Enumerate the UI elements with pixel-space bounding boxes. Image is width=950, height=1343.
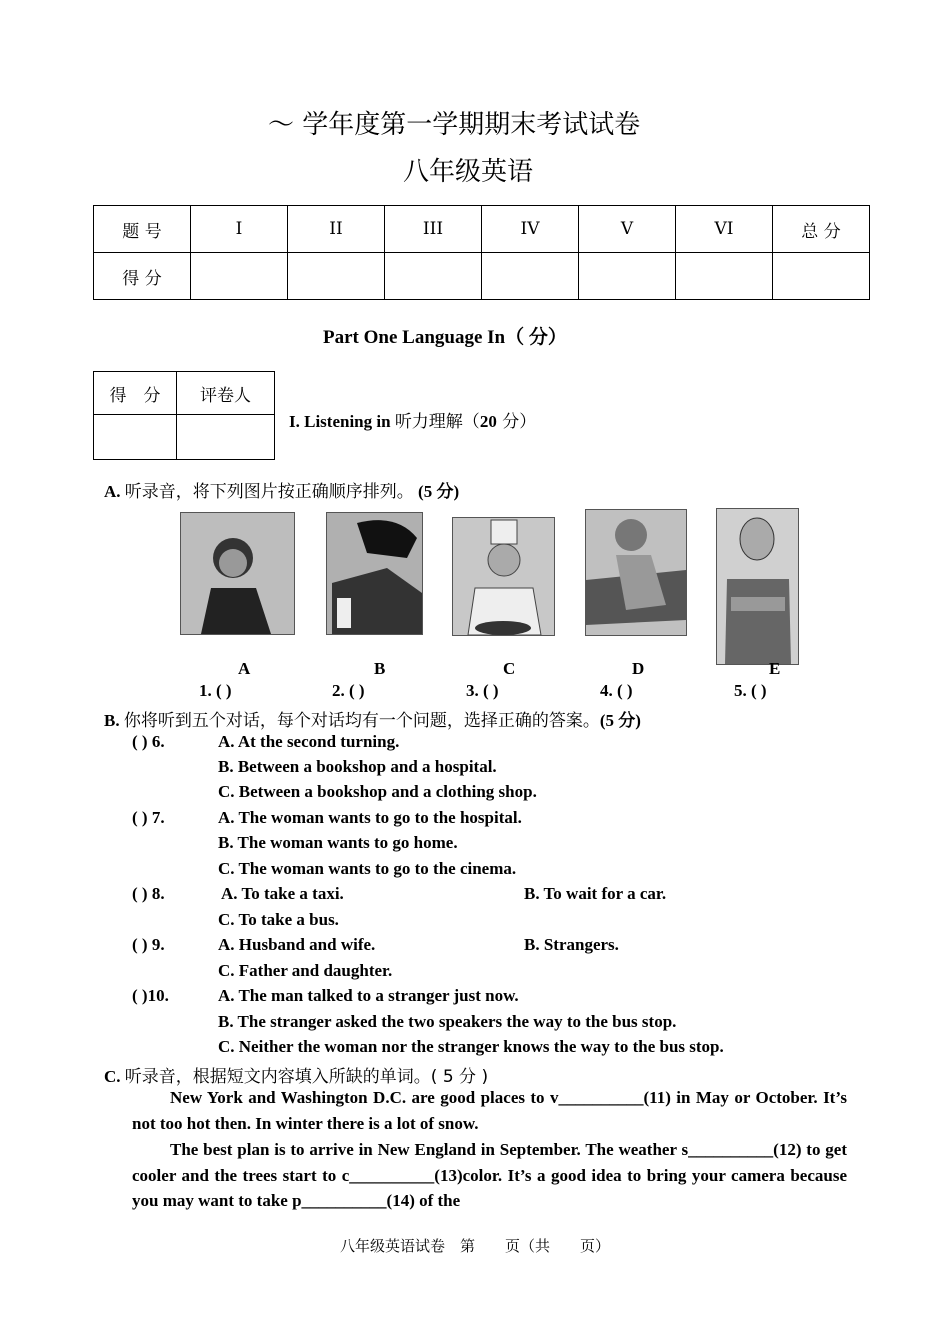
grader-blank[interactable] [177,415,275,460]
score-blank[interactable] [579,253,676,300]
section-c-heading [104,1062,488,1087]
q8-option-c: C. To take a bus. [218,910,339,929]
q7-number[interactable]: ( ) 7. [132,808,165,827]
man-drinking-illustration [327,513,422,634]
section-c-label: C. [104,1067,121,1086]
part-title: Part One Language In（ 分） [323,327,567,348]
q10-number[interactable]: ( )10. [132,986,169,1005]
q7-option-a: A. The woman wants to go to the hospital. [218,808,522,827]
answer-blank-2[interactable]: 2. ( ) [332,681,365,700]
q9-option-b: B. Strangers. [524,935,619,954]
section-a-label: A. [104,482,121,501]
girl-sofa-illustration [586,510,686,635]
section-1-title-cn: 听力理解（ [394,412,480,432]
picture-label-a: A [238,659,251,678]
section-a-heading [104,477,459,502]
score-blank[interactable] [676,253,773,300]
q10-option-a: A. The man talked to a stranger just now. [218,986,519,1005]
exam-title: ～ 学年度第一学期期末考试试卷 [268,110,641,140]
section-b-heading [104,706,641,731]
picture-a [180,512,295,635]
picture-c [452,517,555,636]
picture-label-e: E [769,659,781,678]
grader-score-label: 得 分 [94,372,177,415]
q6-option-a: A. At the second turning. [218,732,400,751]
score-table-score-row [94,253,870,300]
score-cell: VI [676,206,773,253]
q6-number[interactable]: ( ) 6. [132,732,165,751]
section-c-passage [132,1085,847,1214]
section-c-instruction: 听录音，根据短文内容填入所缺的单词。( 5 分 ) [124,1067,489,1087]
page-footer: 八年级英语试卷 第 页（共 页） [339,1237,610,1255]
picture-d [585,509,687,636]
q7-option-c: C. The woman wants to go to the cinema. [218,859,517,878]
section-a-points: (5 分) [418,482,460,501]
q9-number[interactable]: ( ) 9. [132,935,165,954]
score-blank[interactable] [191,253,288,300]
answer-blank-4[interactable]: 4. ( ) [600,681,633,700]
woman-phone-illustration [181,513,294,634]
passage-paragraph-1: New York and Washington D.C. are good places to v__________(11) in May or October. It’s not too hot then. In winter there is a lot of snow. [132,1088,847,1133]
grader-table [93,371,275,460]
q6-option-c: C. Between a bookshop and a clothing shop. [218,782,537,801]
score-cell: 得 分 [94,253,191,300]
answer-blank-3[interactable]: 3. ( ) [466,681,499,700]
q8-number[interactable]: ( ) 8. [132,884,165,903]
q6-option-b: B. Between a bookshop and a hospital. [218,757,497,776]
score-cell: 总 分 [773,206,870,253]
exam-subtitle: 八年级英语 [403,157,534,187]
q7-option-b: B. The woman wants to go home. [218,833,458,852]
answer-blank-1[interactable]: 1. ( ) [199,681,232,700]
picture-label-d: D [632,659,645,678]
answer-blank-5[interactable]: 5. ( ) [734,681,767,700]
q8-option-a: A. To take a taxi. [221,884,344,903]
score-cell: II [288,206,385,253]
score-blank[interactable] [773,253,870,300]
picture-e [716,508,799,665]
score-blank[interactable] [385,253,482,300]
picture-b [326,512,423,635]
score-cell: III [385,206,482,253]
section-a-instruction: 听录音，将下列图片按正确顺序排列。 [124,482,414,502]
picture-label-c: C [503,659,516,678]
q9-option-c: C. Father and daughter. [218,961,393,980]
score-blank[interactable] [482,253,579,300]
man-arms-crossed-illustration [717,509,798,664]
section-b-points: (5 分) [599,711,641,730]
grader-label: 评卷人 [177,372,275,415]
grader-score-blank[interactable] [94,415,177,460]
score-cell: I [191,206,288,253]
q10-option-c: C. Neither the woman nor the stranger knows the way to the bus stop. [218,1037,724,1056]
picture-label-b: B [374,659,386,678]
passage-paragraph-2: The best plan is to arrive in New England in September. The weather s__________(12) to get cooler and the trees start to c__________(13)color. It’s a good idea to bring your camera because you may want to take p__________(14) of the [132,1140,847,1210]
score-cell: IV [482,206,579,253]
q10-option-b: B. The stranger asked the two speakers the way to the bus stop. [218,1012,677,1031]
score-table [93,205,870,300]
score-cell: V [579,206,676,253]
section-1-points: 20 [479,412,497,431]
score-table-header-row [94,206,870,253]
score-cell: 题 号 [94,206,191,253]
section-b-label: B. [104,711,120,730]
q8-option-b: B. To wait for a car. [524,884,667,903]
score-blank[interactable] [288,253,385,300]
section-1-title [289,407,536,432]
q9-option-a: A. Husband and wife. [218,935,376,954]
chef-illustration [453,518,554,635]
section-1-unit: 分） [496,412,537,432]
section-1-title-en: I. Listening in [289,412,391,431]
section-b-instruction: 你将听到五个对话，每个对话均有一个问题，选择正确的答案。 [123,711,600,731]
